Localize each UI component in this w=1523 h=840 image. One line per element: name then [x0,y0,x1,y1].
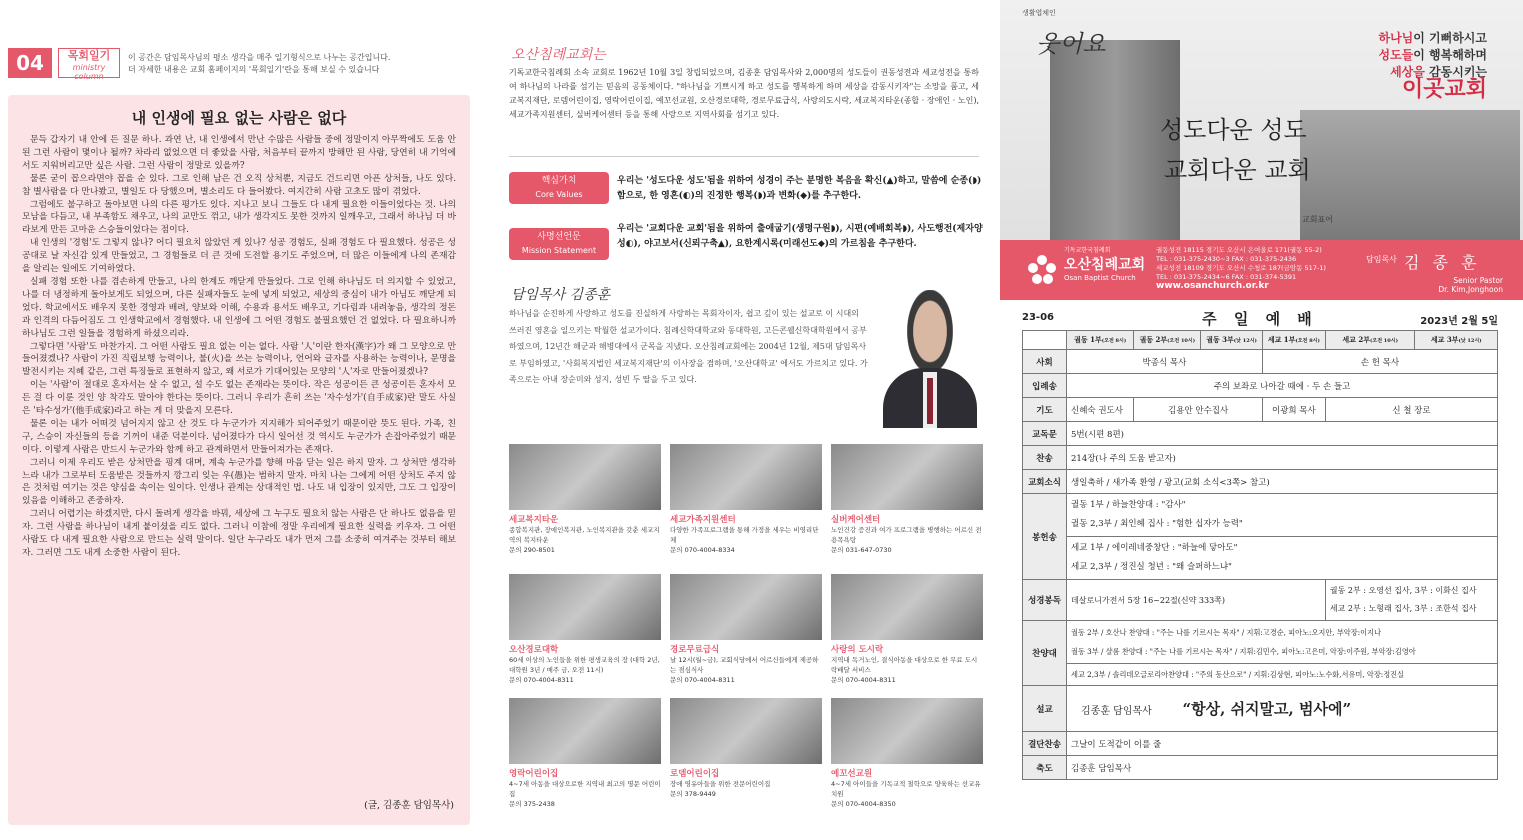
article-paragraph: 그러니 어렵기는 하겠지만, 다시 돌려게 생각을 바꿔, 세상에 그 누구도 필요치 않는 사람은 단 하나도 없음을 믿자. 그런 사람을 하나님이 내게 붙이셨을 리도 없다. 그러니 이참에 정말 우리에게 필요한 실력을 키우자. 그 어떤 사람도 다 내게 필요한 사람으로 만드는 실력 말이다. 일단 누구라도 내가 먼저 그를 소중히 여겨주는 것부터 해보자. 그러면 그도 내게 소중한 사람이 된다. [22,509,456,558]
core-values-label [509,172,609,204]
facility-tel: 문의 070-4004-8350 [831,800,896,808]
facility-desc: 4~7세 아이들을 기독교적 철학으로 양육하는 선교유치원 [831,780,981,798]
pastor-name: 김 종 훈 [1404,253,1481,272]
row-label: 교회소식 [1023,470,1067,494]
column-desc-line2: 더 자세한 내용은 교회 홈페이지의 '목회일기'란을 통해 보실 수 있습니다 [128,65,380,74]
motto-line2: 교회다운 교회 [1164,156,1311,184]
slogan-3b: 감동시키는 [1424,65,1487,79]
facility-card [670,698,822,799]
church-motto [1160,110,1311,190]
row-label: 결단찬송 [1023,732,1067,756]
facility-card [509,574,661,685]
logo-script: 웃어요 [1036,30,1106,58]
column-desc-line1: 이 공간은 담임목사님의 평소 생각을 매주 일기형식으로 나누는 공간입니다. [128,53,391,62]
church-building-image-2 [1300,110,1520,240]
slogan-1b: 이 기뻐하시고 [1413,31,1487,45]
church-denomination: 기독교한국침례회 [1064,247,1111,254]
offering-3: 세교 1부 / 에이레네중창단 : "하늘에 닿아도" [1071,543,1238,553]
article-paragraph: 그렇다면 '사람'도 마찬가지. 그 어떤 사람도 필요 없는 이는 없다. 사람 '人'이란 한자(漢字)가 왜 그 모양으로 만들어졌겠나? 사람이 가진 직립보행 능력이나, 불(火)을 쓰는 능력이나, 언어와 글자를 사용하는 능력이나, 문명을 발전시키는 지혜 같은, 그런 특징들로 표현하지 않고, 왜 서로가 기대어있는 모양의 '人'자로 만들어졌겠나? [22,341,456,378]
pastor-photo-tie [927,378,933,424]
slogan-1a: 하나님 [1378,31,1414,45]
closing-hymn: 그날이 도적같이 이를 줄 [1067,732,1498,756]
addr-line1: 궐동성전 18115 경기도 오산시 은여울로 171(궐동 55-2) [1156,246,1322,254]
table-row [1023,580,1498,621]
choir-3: 세교 2,3부 / 솔리데오글로리아찬양대 : "주의 동산으로" / 지휘:김상현, 피아노:노수화,서유미, 악장:정진실 [1067,664,1498,686]
article-body [22,134,456,560]
col-segyo-2: 세교 2부(오전 10시) [1325,331,1415,350]
facility-photo [509,574,661,640]
facility-tel: 문의 290-8501 [509,546,555,554]
column-description [128,52,468,76]
facility-name: 로뎀어린이집 [670,769,720,779]
article-paragraph: 이는 '사람'이 절대로 혼자서는 살 수 없고, 설 수도 없는 존재라는 뜻이다. 작은 성공이든 큰 성공이든 혼자서 모든 걸 다 이룬 것인 양 착각도 말아야 한다는 뜻이다. 그러니 우리가 흔히 쓰는 '자수성가'(自手成家)란 말도 사실은 '타수성가'(他手成家)라고 하는 게 더 맞을지 모른다. [22,380,456,417]
article-paragraph: 실패 경험 또한 나를 겸손하게 만들고, 나의 한계도 깨닫게 만들었다. 그로 인해 하나님도 더 의지할 수 있었고, 나를 더 냉정하게 돌아보게도 되었으며, 다른 실패자들도 눈에 넣게 되었고, 세상의 중심이 내가 아님도 깨닫게 되었다. 학교에서도 배우지 못한 경영과 배려, 양보와 이해, 수용과 용서도 배우고, 기다림과 내려놓음, 생각의 정돈과 인격의 다듬어짐도 그 인생학교에서 경험했다. 내 인생에 그 어떤 경험도 불필요했던 건 없었다. 다 필요하니까 하나님도 그런 일들을 경험하게 하셨으리라. [22,276,456,339]
host-segyo: 손 헌 목사 [1262,350,1497,374]
slogan-3a: 세상을 [1390,65,1425,79]
addr-line4: TEL : 031-375-2434~6 FAX : 031-374-5391 [1156,273,1297,281]
row-label: 설교 [1023,686,1067,732]
table-row [1023,621,1498,664]
article-paragraph: 문득 갑자기 내 안에 든 질문 하나. 과연 난, 내 인생에서 만난 수많은 사람들 중에 정말이지 아무짝에도 도움 안된 그런 사람이 몇이나 될까? 차라리 없었으면 더 좋았을 사람, 처음부터 끝까지 방해만 된 사람, 당연히 내 기억에서도 지워버리고만 싶은 사람. 그런 사람이 정말로 있을까? [22,135,456,171]
church-intro-title: 오산침례교회는 [511,47,606,63]
sermon-preacher: 김종훈 담임목사 [1081,706,1152,717]
host-gwol: 박종식 목사 [1067,350,1263,374]
facility-name: 세교가족지원센터 [670,515,736,525]
column-article [8,95,470,825]
table-row [1023,446,1498,470]
header-corner [1023,331,1067,350]
facility-tel: 문의 378-9449 [670,790,716,798]
row-label: 사회 [1023,350,1067,374]
core-values-e: Core Values [535,190,583,199]
facility-card [509,444,661,555]
row-label: 기도 [1023,398,1067,422]
offering-segyo [1067,537,1498,580]
pastor-name-en [1438,276,1503,294]
facility-name: 예꼬선교원 [831,769,873,779]
sermon-cell [1067,686,1498,732]
column-title-box [58,48,120,81]
article-paragraph: 그럼에도 불구하고 돌아보면 나의 다른 평가도 있다. 지나고 보니 그들도 다 내게 필요한 이들이었다는 것. 나의 모남을 다듬고, 내 부족함도 채우고, 나의 교만도 꺾고, 내가 생각지도 못한 것까지 일깨우고, 그래서 하나님 더 바라보게 만든 고마운 스승들이었다는 점이다. [22,199,456,236]
table-row [1023,398,1498,422]
choir-gwol [1067,621,1498,664]
table-row [1023,686,1498,732]
pastor-bio: 하나님을 순진하게 사랑하고 성도를 진실하게 사랑하는 목회자이자, 쉽고 깊이 있는 설교로 이 시대의 쓰러진 영혼을 일으키는 탁월한 설교가이다. 침례신학대학교와 동대학원, 고든콘웰신학대학원에서 공부하였으며, 12년간 해군과 해병대에서 군목을 지냈다. 오산침례교회에는 2004년 12월, 제5대 담임목사로 부임하였고, '사회복지법인 세교복지재단'의 이사장을 겸하며, '오산대학교' 에서도 가르치고 있다. 가족으로는 아내 장순미와 성지, 성빈 두 딸을 두고 있다. [509,309,868,384]
facility-name: 오산경로대학 [509,645,559,655]
facility-tel: 문의 070-4004-8311 [509,676,574,684]
church-info-bar [1000,240,1523,300]
row-label: 교독문 [1023,422,1067,446]
column-title: 목회일기 [67,49,111,62]
slogan-2a: 성도들 [1378,48,1414,62]
logo-caption: 생활엽체인 [1022,9,1056,17]
benediction: 김종훈 담임목사 [1067,756,1498,780]
facility-photo [670,574,822,640]
slogan-2b: 이 행복해하며 [1413,48,1487,62]
facility-card [509,698,661,809]
facility-card [670,444,822,555]
table-row [1023,494,1498,537]
table-header-row [1023,331,1498,350]
offering-1: 궐동 1부 / 하늘찬양대 : "감사" [1071,500,1186,510]
pastor-photo [877,290,983,428]
row-label: 입례송 [1023,374,1067,398]
prayer-4: 신 철 장로 [1325,398,1497,422]
facility-desc: 장애 영유아들을 위한 전문어린이집 [670,780,771,788]
column-title-en: ministry column [72,63,106,81]
facility-photo [831,574,983,640]
church-url[interactable]: www.osanchurch.or.kr [1156,281,1269,291]
table-row [1023,422,1498,446]
facility-photo [670,444,822,510]
church-address [1156,246,1326,291]
facility-tel: 문의 375-2438 [509,800,555,808]
choir-2: 궐동 3부 / 샬롬 찬양대 : "주는 나를 기르시는 목자" / 지휘:김민수, 피아노:고은미, 악장:이주원, 부악장:김영아 [1071,647,1416,656]
worship-header [1022,308,1498,328]
facility-card [831,698,983,809]
row-label: 찬송 [1023,446,1067,470]
church-news: 생일축하 / 새가족 환영 / 광고(교회 소식<3쪽> 참고) [1067,470,1498,494]
table-row [1023,537,1498,580]
col-gwol-3: 궐동 3부(낮 12시) [1201,331,1263,350]
scripture: 데살로니가전서 5장 16~22절(신약 333쪽) [1067,580,1326,621]
facility-name: 영락어린이집 [509,769,559,779]
prayer-1: 신혜숙 권도사 [1067,398,1134,422]
pastor-en-2: Dr. Kim,Jonghoon [1438,285,1503,294]
worship-order-table [1022,330,1498,780]
table-row [1023,470,1498,494]
prayer-3: 이광희 목사 [1262,398,1325,422]
motto-line1: 성도다운 성도 [1160,116,1307,144]
facility-tel: 문의 070-4004-8311 [670,676,735,684]
scripture-reader-2: 세교 2부 : 노형래 집사, 3부 : 조한석 집사 [1329,604,1477,613]
church-intro-text: 기독교한국침례회 소속 교회로 1962년 10월 3일 창립되었으며, 김종훈 담임목사와 2,000명의 성도들이 권동성전과 세교성전을 통하여 하나님의 나라를 섬기는 믿음의 공동체이다. "하나님을 기쁘시게 하고 성도를 행복하게 하며 세상을 감동시키자"는 소망을 품고, 세교복지재단, 로뎀어린이집, 영락어린이집, 예꼬선교원, 오산경로대학, 경로무료급식, 사랑의도시락, 세교복지타운(종합 · 장애인 · 노인), 세교가족지원센터, 실버케어센터 등을 통해 사랑으로 지역사회를 섬기고 있다. [509,68,979,119]
col-gwol-1: 궐동 1부(오전 8시) [1067,331,1134,350]
facility-desc: 4~7세 아동을 대상으로한 지역내 최고의 명문 어린이집 [509,780,661,798]
scripture-readers [1325,580,1497,621]
facility-tel: 문의 031-647-0730 [831,546,892,554]
church-banner [1000,0,1523,300]
offering-gwol [1067,494,1498,537]
table-row [1023,732,1498,756]
facility-desc: 지역내 독거노인, 결식아동을 대상으로 한 무료 도시락배달 서비스 [831,656,978,674]
table-row [1023,374,1498,398]
scripture-reader-1: 궐동 2부 : 오영선 집사, 3부 : 이화신 집사 [1329,586,1477,595]
facility-desc: 종합복지관, 장애인복지관, 노인복지관을 갖춘 세교지역의 복지타운 [509,526,660,544]
facility-card [670,574,822,685]
column-header [8,44,470,84]
church-name: 오산침례교회 [1064,257,1146,273]
facility-photo [670,698,822,764]
pastor-label: 담임목사 [1366,255,1397,264]
church-name-en: Osan Baptist Church [1064,274,1136,282]
prayer-2: 김용안 안수집사 [1134,398,1262,422]
facility-name: 세교복지타운 [509,515,559,525]
slogan-4: 이곳교회 [1401,77,1487,102]
facility-card [831,444,983,555]
article-paragraph: 그러니 이제 우리도 받은 상처만을 핑계 대며, 계속 누군가를 향해 마음 닫는 일은 하지 말자. 그 상처만 생각하느라 내가 그로부터 도움받은 것들까지 깡그리 잊는 우(愚)는 범하지 말자. 마치 나는 그에게 어떤 상처도 주지 않은 것처럼 여기는 것은 양심을 속이는 일이다. 인생나 관계는 상대적인 법. 나도 내 입장이 있지만, 그도 그 입장이 있음을 이해하고 존중하자. [22,457,456,507]
facility-name: 실버케어센터 [831,515,881,525]
col-segyo-1: 세교 1부(오전 8시) [1262,331,1325,350]
article-signature: (글, 김종훈 담임목사) [364,800,454,811]
col-gwol-2: 궐동 2부(오전 10시) [1134,331,1201,350]
ministry-column-page [0,0,478,840]
facility-tel: 문의 070-4004-8334 [670,546,735,554]
sermon-title: “항상, 쉬지말고, 범사에” [1182,700,1352,718]
row-label: 찬양대 [1023,621,1067,686]
pastor-title: 담임목사 김종훈 [511,287,611,303]
service-date: 2023년 2월 5일 [1420,316,1498,327]
pastor-en-1: Senior Pastor [1453,276,1503,285]
church-logo-icon [1024,252,1060,288]
table-row [1023,350,1498,374]
table-row [1023,756,1498,780]
motto-caption: 교회표어 [1302,215,1333,224]
divider [509,156,979,157]
offering-4: 세교 2,3부 / 정진실 청년 : "왜 슬퍼하느냐" [1071,562,1232,572]
responsive-reading: 5번(시편 8편) [1067,422,1498,446]
facility-photo [509,444,661,510]
row-label: 성경봉독 [1023,580,1067,621]
mission-e: Mission Statement [521,246,597,255]
facility-name: 경로무료급식 [670,645,720,655]
slogan [1378,30,1487,102]
article-paragraph: 물론 이는 내가 어떠것 넘어지지 않고 산 것도 다 누군가가 지지해가 되어주었기 때문이란 뜻도 된다. 가족, 친구, 스승이 자신들의 등을 기꺼이 내준 덕분이다. 넘어졌다가 다시 일어선 것 역시도 누군가가 손잡아주었기 때문이다. 이렇게 사람은 반드시 누군가와 함께 하고 관계하면서 만들어져가는 존재다. [22,418,456,455]
facility-card [831,574,983,685]
addr-line2: TEL : 031-375-2430~3 FAX : 031-375-2436 [1156,255,1297,263]
facility-desc: 날 12시(월~금), 교회식당에서 어르신들에게 제공하는 점심식사 [670,656,819,674]
facility-desc: 60세 이상의 노인들을 위한 평생교육의 장 (대학 2년, 대학원 3년 / 매주 금, 오전 11시) [509,656,660,674]
mission-label [509,228,609,260]
hymn: 214장(나 주의 도움 받고자) [1067,446,1498,470]
article-paragraph: 내 인생의 '경험'도 그렇지 않나? 어디 필요치 않았던 게 있나? 성공 경험도, 실패 경험도 다 필요했다. 성공은 성공대로 날 자신감 있게 만들었고, 그 경험들로 더 큰 것에 도전할 용기도 주었으며, 더 많은 이들에게 나의 존재감을 알리는 일에도 기여하였다. [22,238,456,275]
core-values-text: 우리는 '성도다운 성도'됨을 위하여 성경이 주는 분명한 복음을 확신(▲)하고, 말씀에 순종(◗)함으로, 한 영혼(◐)의 진정한 행복(◗)과 변화(◆)를 추구한다. [617,176,982,201]
facility-tel: 문의 070-4004-8311 [831,676,896,684]
church-intro-page [505,0,985,840]
core-values-k: 핵심가치 [541,176,577,186]
table-row [1023,664,1498,686]
service-title: 주 일 예 배 [1202,310,1318,328]
addr-line3: 세교성전 18109 경기도 오산시 수청로 187(금암동 517-1) [1156,264,1326,272]
mission-k: 사명선언문 [537,232,581,242]
col-segyo-3: 세교 3부(낮 12시) [1415,331,1498,350]
article-title: 내 인생에 필요 없는 사람은 없다 [131,109,347,127]
article-paragraph: 물론 굳이 꼽으라면야 꼽을 순 있다. 그로 인해 남은 건 오직 상처뿐, 지금도 건드리면 아픈 상처들, 나도 있다. 참 별사람을 다 만나봤고, 별일도 다 당했으며, 별소리도 다 들어봤다. 여지간히 사람 고초도 많이 겪었다. [22,173,456,197]
offering-2: 궐동 2,3부 / 최인혜 집사 : "험한 십자가 능력" [1071,519,1243,529]
page-number: 04 [8,48,52,78]
facility-photo [509,698,661,764]
entry-song: 주의 보좌로 나아갈 때에 · 두 손 들고 [1067,374,1498,398]
facility-photo [831,698,983,764]
mission-text: 우리는 '교회다운 교회'됨을 위하여 출애굽기(생명구원◗), 시편(예배회복◗), 사도행전(제자양성◐), 야고보서(신뢰구축▲), 요한계시록(미래선도◆)의 가르침을 추구한다. [617,224,983,249]
facility-desc: 다양한 가족프로그램을 통해 가정을 세우는 비영리단체 [670,526,819,544]
facility-name: 사랑의 도시락 [831,645,884,655]
facility-desc: 노인건강 증진과 여가 프로그램을 병행하는 어르신 전용목욕탕 [831,526,982,544]
row-label: 봉헌송 [1023,494,1067,580]
row-label: 축도 [1023,756,1067,780]
facility-photo [831,444,983,510]
week-number: 23-06 [1022,312,1054,323]
worship-bulletin-page [1000,0,1523,840]
choir-1: 궐동 2부 / 호산나 찬양대 : "주는 나를 기르시는 목자" / 지휘:고경순, 피아노:오지안, 부악장:이지나 [1071,628,1381,637]
